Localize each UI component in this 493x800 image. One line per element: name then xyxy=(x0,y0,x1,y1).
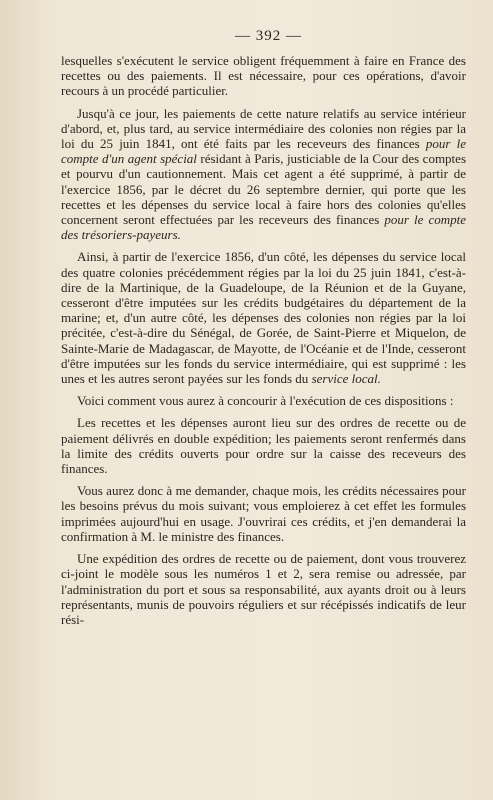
text-run: Voici comment vous aurez à concourir à l'exécution de ces dispositions : xyxy=(77,393,454,409)
paragraph-1 xyxy=(61,53,466,99)
body-text xyxy=(61,53,466,627)
paragraph-7 xyxy=(61,551,466,627)
italic-text: pour le compte des trésoriers-payeurs. xyxy=(61,212,466,243)
text-run: Les recettes et les dépenses auront lieu sur des ordres de recette ou de paiement délivrés en double expédition; les paiements seront renfermés dans la limite des crédits ouverts pour ordre sur la caisse des receveurs des finances. xyxy=(61,415,466,477)
paragraph-6 xyxy=(61,483,466,544)
text-run: Vous aurez donc à me demander, chaque mois, les crédits nécessaires pour les besoins prévus du mois suivant; vous emploierez à cet effet les formules imprimées aujourd'hui en usage. J'ouvrirai ces crédits, et j'en demanderai la confirmation à M. le ministre des finances. xyxy=(61,483,466,544)
paragraph-5 xyxy=(61,415,466,476)
text-run: Une expédition des ordres de recette ou de paiement, dont vous trouverez ci-joint le modèle sous les numéros 1 et 2, sera remise ou adressée, par l'administration du port et sous sa responsabilité, aux ayants droit ou à leurs représentants, munis de pouvoirs réguliers et sur récépissés indicatifs de leur rési- xyxy=(61,551,466,627)
text-run: résidant à Paris, justiciable de la Cour des comptes et pourvu d'un cautionnement. Mais cet agent a été supprimé, à partir de l'exercice 1856, par le décret du 26 septembre dernier, qui porte que les recettes et les dépenses du service local à faire hors des colonies qu'elles concernent seront effectuées par les receveurs des finances xyxy=(61,151,466,228)
text-run: lesquelles s'exécutent le service obligent fréquemment à faire en France des recettes ou des paiements. Il est nécessaire, pour ces opérations, d'avoir recours à un procédé particulier. xyxy=(61,53,466,99)
text-run: Ainsi, à partir de l'exercice 1856, d'un côté, les dépenses du service local des quatre colonies précédemment régies par la loi du 25 juin 1841, c'est-à-dire de la Martinique, de la Guadeloupe, de la Réunion et de la Guyane, cesseront d'être imputées sur les crédits budgétaires du département de la marine; et, d'un autre côté, les dépenses des colonies non régies par la loi précitée, c'est-à-dire du Sénégal, de Gorée, de Saint-Pierre et Miquelon, de Sainte-Marie de Madagascar, de Mayotte, de l'Océanie et de l'Inde, cesseront d'être imputées sur les fonds du service intermédiaire, qui est supprimé : les unes et les autres seront payées sur les fonds du xyxy=(61,249,466,387)
italic-text: service local. xyxy=(311,371,381,387)
text-run: Jusqu'à ce jour, les paiements de cette nature relatifs au service intérieur d'abord, et, plus tard, au service intermédiaire des colonies non régies par la loi du 25 juin 1841, ont été faits par les receveurs des finances xyxy=(61,105,466,152)
page-number: — 392 — xyxy=(235,28,302,44)
paragraph-2 xyxy=(61,106,466,243)
paragraph-3 xyxy=(61,249,466,386)
italic-text: pour le compte d'un agent spécial xyxy=(61,136,466,167)
paragraph-4 xyxy=(61,393,466,408)
